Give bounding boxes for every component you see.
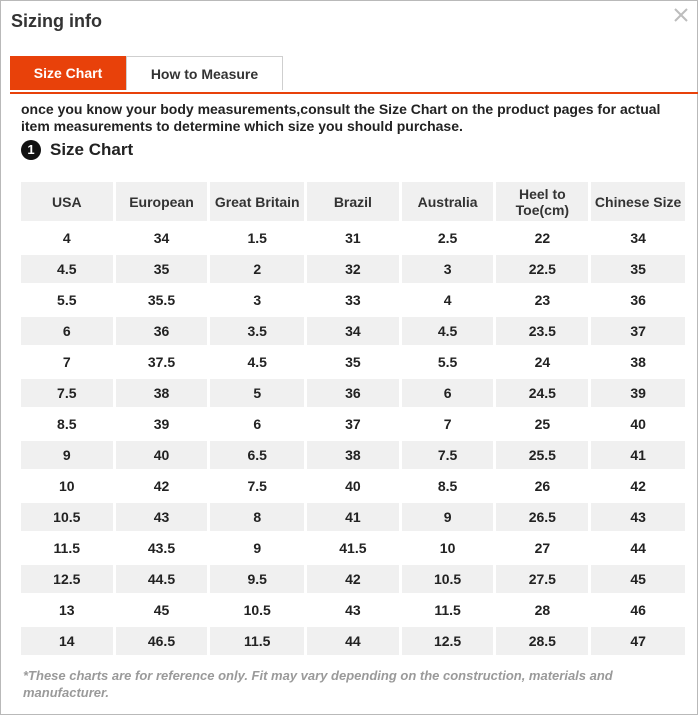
table-cell: 38 bbox=[116, 379, 208, 407]
column-header-chinese-size: Chinese Size bbox=[591, 182, 685, 221]
table-cell: 32 bbox=[307, 255, 399, 283]
table-cell: 27.5 bbox=[496, 565, 588, 593]
section-number-badge: 1 bbox=[21, 140, 41, 160]
table-cell: 28.5 bbox=[496, 627, 588, 655]
table-cell: 7.5 bbox=[210, 472, 304, 500]
table-cell: 44 bbox=[307, 627, 399, 655]
table-cell: 43 bbox=[307, 596, 399, 624]
table-cell: 34 bbox=[307, 317, 399, 345]
table-cell: 26 bbox=[496, 472, 588, 500]
table-cell: 22 bbox=[496, 224, 588, 252]
footnote: *These charts are for reference only. Fit may vary depending on the construction, materials and manufacturer. bbox=[23, 668, 613, 700]
table-cell: 8.5 bbox=[21, 410, 113, 438]
table-cell: 24 bbox=[496, 348, 588, 376]
table-cell: 39 bbox=[116, 410, 208, 438]
table-row bbox=[21, 255, 685, 283]
table-cell: 6.5 bbox=[210, 441, 304, 469]
table-cell: 9.5 bbox=[210, 565, 304, 593]
table-cell: 6 bbox=[402, 379, 494, 407]
table-cell: 38 bbox=[591, 348, 685, 376]
column-header-brazil: Brazil bbox=[307, 182, 399, 221]
column-header-heel-to-toe: Heel to Toe(cm) bbox=[496, 182, 588, 221]
table-cell: 5 bbox=[210, 379, 304, 407]
table-cell: 4 bbox=[21, 224, 113, 252]
table-cell: 40 bbox=[307, 472, 399, 500]
close-icon[interactable] bbox=[673, 7, 689, 23]
tab-size-chart[interactable]: Size Chart bbox=[10, 56, 126, 90]
table-cell: 13 bbox=[21, 596, 113, 624]
table-cell: 11.5 bbox=[21, 534, 113, 562]
size-chart-table bbox=[18, 179, 688, 658]
table-cell: 37 bbox=[591, 317, 685, 345]
table-cell: 35.5 bbox=[116, 286, 208, 314]
column-header-usa: USA bbox=[21, 182, 113, 221]
table-cell: 7.5 bbox=[402, 441, 494, 469]
table-row bbox=[21, 348, 685, 376]
table-cell: 7 bbox=[402, 410, 494, 438]
table-cell: 3 bbox=[402, 255, 494, 283]
table-cell: 9 bbox=[21, 441, 113, 469]
table-cell: 31 bbox=[307, 224, 399, 252]
table-cell: 2 bbox=[210, 255, 304, 283]
table-cell: 38 bbox=[307, 441, 399, 469]
table-cell: 10.5 bbox=[21, 503, 113, 531]
table-row bbox=[21, 503, 685, 531]
table-cell: 14 bbox=[21, 627, 113, 655]
table-cell: 6 bbox=[21, 317, 113, 345]
table-row bbox=[21, 534, 685, 562]
table-cell: 36 bbox=[307, 379, 399, 407]
table-cell: 37.5 bbox=[116, 348, 208, 376]
table-cell: 43 bbox=[116, 503, 208, 531]
table-cell: 36 bbox=[591, 286, 685, 314]
dialog-title: Sizing info bbox=[11, 11, 102, 31]
table-cell: 8 bbox=[210, 503, 304, 531]
table-row bbox=[21, 317, 685, 345]
table-cell: 25 bbox=[496, 410, 588, 438]
table-header-row bbox=[21, 182, 685, 221]
table-cell: 2.5 bbox=[402, 224, 494, 252]
table-cell: 12.5 bbox=[402, 627, 494, 655]
table-cell: 45 bbox=[116, 596, 208, 624]
table-cell: 23.5 bbox=[496, 317, 588, 345]
table-cell: 39 bbox=[591, 379, 685, 407]
table-cell: 33 bbox=[307, 286, 399, 314]
section-heading bbox=[21, 139, 133, 161]
table-cell: 42 bbox=[116, 472, 208, 500]
table-cell: 42 bbox=[591, 472, 685, 500]
table-cell: 24.5 bbox=[496, 379, 588, 407]
table-cell: 9 bbox=[402, 503, 494, 531]
table-cell: 36 bbox=[116, 317, 208, 345]
table-cell: 37 bbox=[307, 410, 399, 438]
table-cell: 10 bbox=[402, 534, 494, 562]
table-cell: 4.5 bbox=[21, 255, 113, 283]
table-row bbox=[21, 441, 685, 469]
column-header-australia: Australia bbox=[402, 182, 494, 221]
table-cell: 3.5 bbox=[210, 317, 304, 345]
table-cell: 10.5 bbox=[402, 565, 494, 593]
table-cell: 46.5 bbox=[116, 627, 208, 655]
table-cell: 23 bbox=[496, 286, 588, 314]
table-cell: 27 bbox=[496, 534, 588, 562]
table-cell: 9 bbox=[210, 534, 304, 562]
table-row bbox=[21, 410, 685, 438]
table-cell: 11.5 bbox=[210, 627, 304, 655]
table-cell: 41 bbox=[307, 503, 399, 531]
table-cell: 5.5 bbox=[21, 286, 113, 314]
table-row bbox=[21, 224, 685, 252]
table-cell: 44 bbox=[591, 534, 685, 562]
table-row bbox=[21, 565, 685, 593]
tab-how-to-measure[interactable]: How to Measure bbox=[126, 56, 283, 90]
table-row bbox=[21, 596, 685, 624]
table-cell: 22.5 bbox=[496, 255, 588, 283]
table-row bbox=[21, 627, 685, 655]
table-row bbox=[21, 286, 685, 314]
table-cell: 47 bbox=[591, 627, 685, 655]
table-cell: 4 bbox=[402, 286, 494, 314]
table-cell: 35 bbox=[116, 255, 208, 283]
table-cell: 41.5 bbox=[307, 534, 399, 562]
table-cell: 34 bbox=[116, 224, 208, 252]
table-cell: 44.5 bbox=[116, 565, 208, 593]
table-cell: 41 bbox=[591, 441, 685, 469]
table-cell: 6 bbox=[210, 410, 304, 438]
table-cell: 10 bbox=[21, 472, 113, 500]
tab-bar bbox=[10, 56, 698, 94]
table-cell: 8.5 bbox=[402, 472, 494, 500]
table-cell: 5.5 bbox=[402, 348, 494, 376]
table-cell: 25.5 bbox=[496, 441, 588, 469]
table-cell: 43.5 bbox=[116, 534, 208, 562]
table-cell: 43 bbox=[591, 503, 685, 531]
column-header-great-britain: Great Britain bbox=[210, 182, 304, 221]
table-cell: 42 bbox=[307, 565, 399, 593]
table-cell: 3 bbox=[210, 286, 304, 314]
table-cell: 26.5 bbox=[496, 503, 588, 531]
table-cell: 35 bbox=[591, 255, 685, 283]
table-row bbox=[21, 472, 685, 500]
section-label: Size Chart bbox=[50, 140, 134, 159]
table-cell: 28 bbox=[496, 596, 588, 624]
table-cell: 4.5 bbox=[402, 317, 494, 345]
table-cell: 34 bbox=[591, 224, 685, 252]
table-cell: 7.5 bbox=[21, 379, 113, 407]
table-cell: 10.5 bbox=[210, 596, 304, 624]
table-cell: 1.5 bbox=[210, 224, 304, 252]
table-cell: 11.5 bbox=[402, 596, 494, 624]
table-cell: 7 bbox=[21, 348, 113, 376]
table-row bbox=[21, 379, 685, 407]
column-header-european: European bbox=[116, 182, 208, 221]
table-cell: 40 bbox=[116, 441, 208, 469]
table-cell: 45 bbox=[591, 565, 685, 593]
table-cell: 12.5 bbox=[21, 565, 113, 593]
intro-text: once you know your body measurements,consult the Size Chart on the product pages for actual item measurements to determine which size you should purchase. bbox=[21, 101, 661, 134]
table-cell: 4.5 bbox=[210, 348, 304, 376]
table-cell: 35 bbox=[307, 348, 399, 376]
table-cell: 46 bbox=[591, 596, 685, 624]
table-cell: 40 bbox=[591, 410, 685, 438]
